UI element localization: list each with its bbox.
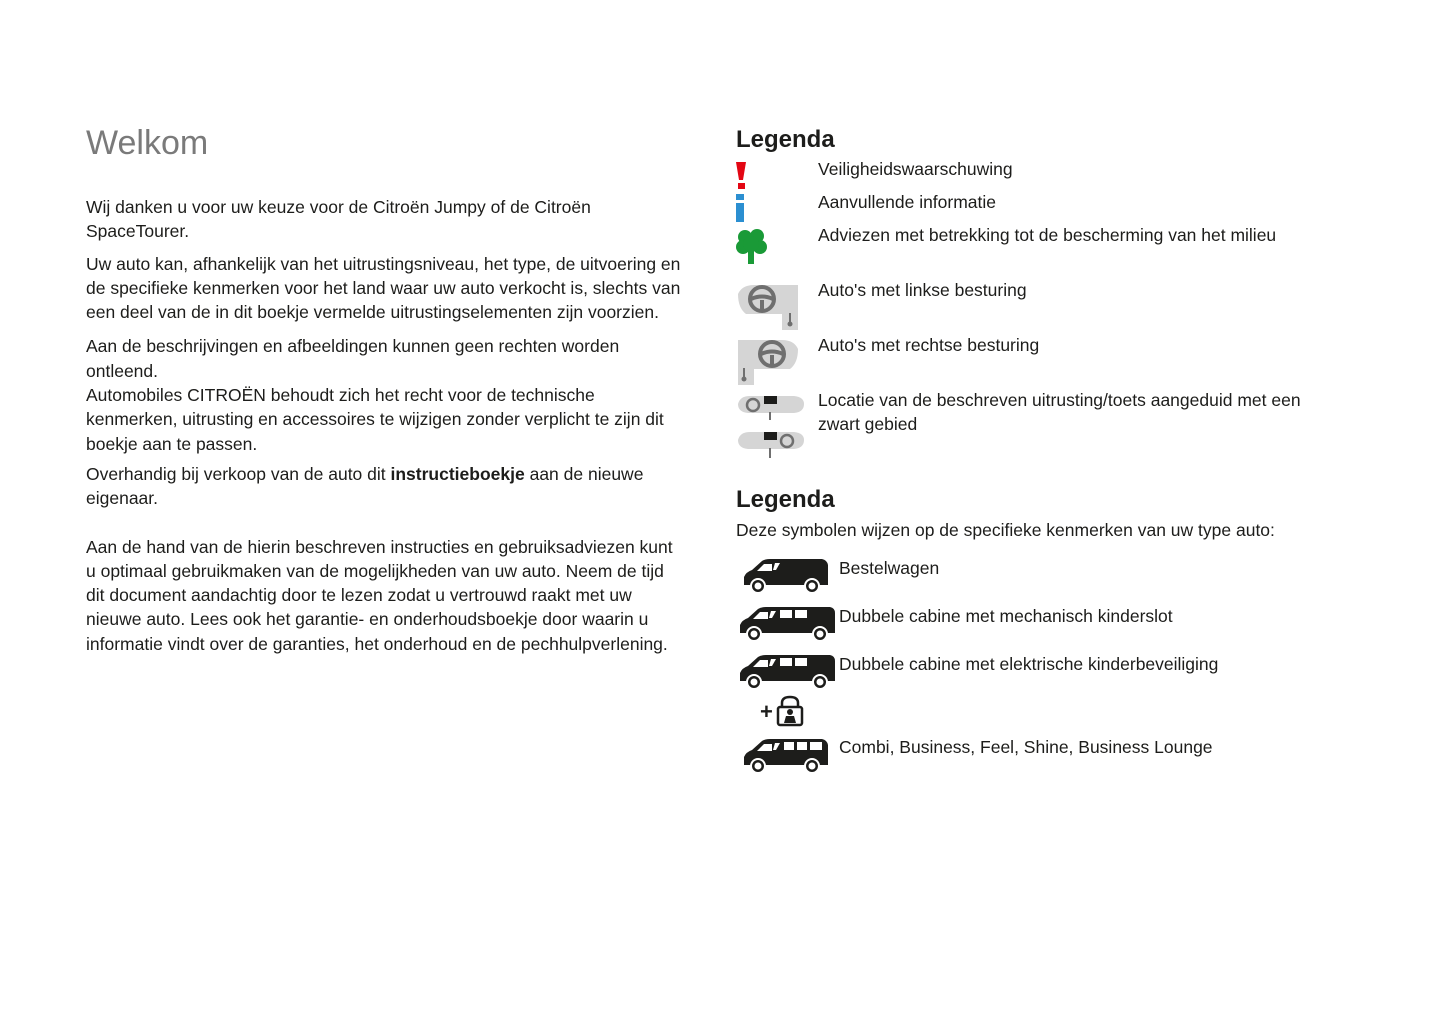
legend-item-location: Locatie van de beschreven uitrusting/toets aangeduid met een zwart gebied <box>818 390 1301 435</box>
manufacturer-paragraph: Automobiles CITROËN behoudt zich het recht voor de technische kenmerken, uitrusting en accessoires te wijzigen zonder verplicht te zijn dit boekje aan te passen. <box>86 385 664 454</box>
welcome-section <box>86 122 686 664</box>
legend-item-warning: Veiligheidswaarschuwing <box>818 159 1013 179</box>
warning-icon <box>736 162 750 190</box>
legend-item-environment: Adviezen met betrekking tot de bescherming van het milieu <box>818 225 1277 245</box>
child-lock-icon <box>776 695 804 727</box>
handover-paragraph <box>86 462 686 511</box>
equipment-paragraph: Uw auto kan, afhankelijk van het uitrustingsniveau, het type, de uitvoering en de specifieke kenmerken voor het land waar uw auto verkocht is, slechts van een deel van de in dit boekje vermelde uitrustingselementen zijn voorzien. <box>86 253 681 323</box>
van-icon <box>742 555 830 597</box>
right-hand-drive-icon <box>736 337 800 387</box>
dashboard-location-icon <box>736 392 806 464</box>
instructions-paragraph: Aan de hand van de hierin beschreven instructies en gebruiksadviezen kunt u optimaal gebruikmaken van de mogelijkheden van uw auto. Neem de tijd dit document aandachtig door te lezen zodat u vertrouwd raakt met uw nieuwe auto. Lees ook het garantie- en onderhoudsboekje door waarin u informatie vindt over de garanties, het onderhoud en de pechhulpverlening. <box>86 536 673 654</box>
legend-item-left-drive: Auto's met linkse besturing <box>818 280 1027 300</box>
handover-text-2: aan de nieuwe eigenaar. <box>86 463 644 509</box>
minibus-icon <box>742 735 830 777</box>
legend-item-info: Aanvullende informatie <box>818 192 997 212</box>
vehicle-item-double-cab-mechanical: Dubbele cabine met mechanisch kinderslot <box>839 606 1173 626</box>
intro-paragraph: Wij danken u voor uw keuze voor de Citroën Jumpy of de Citroën SpaceTourer. <box>86 197 591 242</box>
vehicle-item-combi: Combi, Business, Feel, Shine, Business Lounge <box>839 737 1213 757</box>
double-cab-child-lock-icon <box>738 651 836 693</box>
legend-item-right-drive: Auto's met rechtse besturing <box>818 335 1040 355</box>
legend-heading: Legenda <box>736 126 835 153</box>
vehicle-legend-intro: Deze symbolen wijzen op de specifieke kenmerken van uw type auto: <box>736 520 1275 540</box>
info-icon <box>736 194 748 223</box>
tree-icon <box>736 227 768 265</box>
legend-column <box>736 0 1416 1019</box>
left-hand-drive-icon <box>736 282 800 332</box>
handover-text-1: Overhandig bij verkoop van de auto dit <box>86 463 391 484</box>
rights-paragraph: Aan de beschrijvingen en afbeeldingen kunnen geen rechten worden ontleend. <box>86 336 620 381</box>
vehicle-item-van: Bestelwagen <box>839 558 940 578</box>
page-title: Welkom <box>86 124 209 162</box>
double-cab-van-icon <box>738 603 836 645</box>
vehicle-item-double-cab-electric: Dubbele cabine met elektrische kinderbeveiliging <box>839 654 1219 674</box>
handover-bold: instructieboekje <box>390 463 525 484</box>
plus-sign: + <box>760 699 773 724</box>
vehicle-legend-heading: Legenda <box>736 486 835 513</box>
